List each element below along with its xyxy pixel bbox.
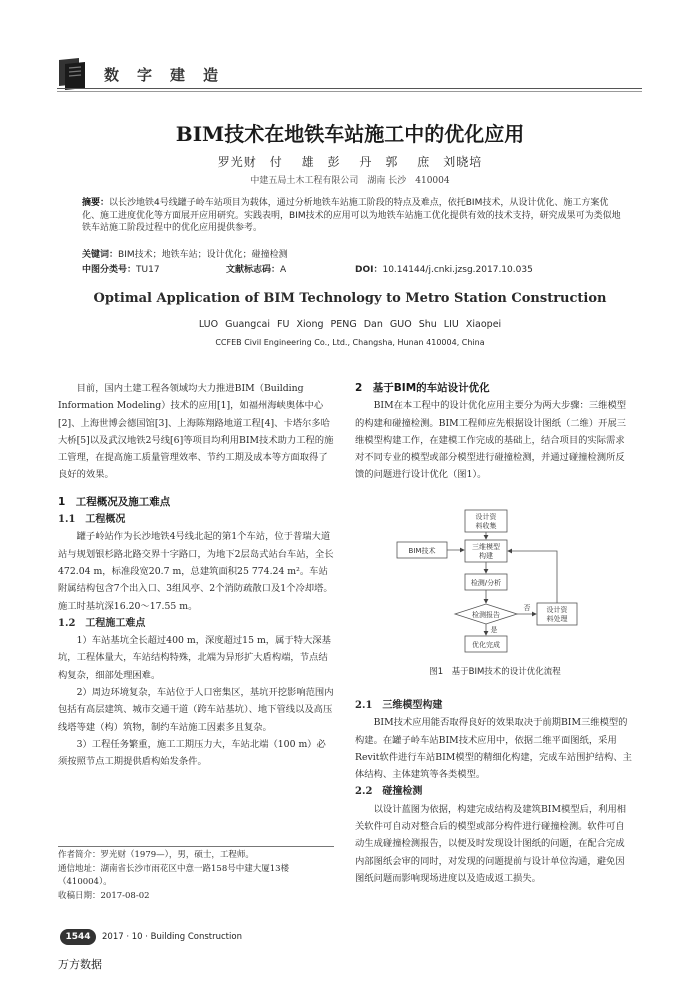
doi-value: 10.14144/j.cnki.jzsg.2017.10.035 xyxy=(382,265,533,275)
right-column-bottom xyxy=(355,697,633,887)
intro-paragraph: 目前，国内土建工程各领域均大力推进BIM（Building Information Modeling）技术的应用[1]，如福州海峡奥体中心[2]、上海世博会德国馆[3]、上海陈翔路地道工程[4]、卡塔尔多哈大桥[5]以及武汉地铁2号线[6]等项目均利用BIM技术助力工程的施工管理，在提高施工质量管理效率、节约工期及成本等方面取得了良好的效果。 xyxy=(58,383,334,481)
section-1-2-heading: 1.2 工程施工难点 xyxy=(58,617,146,629)
author-list: 罗光财 付 雄 彭 丹 郭 庶 刘晓培 xyxy=(217,155,483,169)
keywords xyxy=(82,247,622,260)
section-1-1-heading: 1.1 工程概况 xyxy=(58,514,126,526)
difficulty-3: 3）工程任务繁重，施工工期压力大，车站北端（100 m）必须按照节点工期提供盾构始发条件。 xyxy=(58,738,326,768)
flow-report: 检测报告 xyxy=(472,611,500,619)
difficulty-1: 1）车站基坑全长超过400 m，深度超过15 m，属于特大深基坑，工程体量大，车站结构特殊，北端为异形扩大盾构端，节点结构复杂，细部处理困难。 xyxy=(58,635,331,681)
cls-value: TU17 xyxy=(136,265,160,275)
author-note xyxy=(58,849,334,903)
figure-1-caption: 图1 基于BIM技术的设计优化流程 xyxy=(429,667,561,677)
cls-label: 中图分类号： xyxy=(82,265,137,275)
flow-no: 否 xyxy=(523,604,531,612)
left-column xyxy=(58,380,334,771)
english-title: Optimal Application of BIM Technology to Metro Station Construction xyxy=(93,291,607,306)
author-bio: 作者简介：罗光财（1979—），男，硕士，工程师。 xyxy=(58,850,254,860)
section-2-2-heading: 2.2 碰撞检测 xyxy=(355,786,423,798)
flow-model-1: 三维模型 xyxy=(472,543,500,551)
flow-bim: BIM技术 xyxy=(408,547,436,555)
section-logo-icon xyxy=(57,56,89,90)
journal-footer: 2017 · 10 · Building Construction xyxy=(102,932,242,942)
doc-code-value: A xyxy=(280,265,287,275)
section-label: 数字建造 xyxy=(104,66,237,84)
header-rule xyxy=(57,88,642,89)
section-2-1-text: BIM技术应用能否取得良好的效果取决于前期BIM三维模型的构建。在罐子岭车站BIM技术应用中，依据二维平面图纸，采用Revit软件进行车站BIM模型的精细化构建，完成车站围护结构、主体结构、主体建筑等各类模型。 xyxy=(355,717,632,781)
section-2-text: BIM在本工程中的设计优化应用主要分为两大步骤：三维模型的构建和碰撞检测。BIM工程师应先根据设计图纸（二维）开展三维模型构建工作，在建模工作完成的基础上，结合项目的实际需求对不同专业的模型或部分模型进行碰撞检测，并通过碰撞检测所反馈的问题进行设计优化（图1）。 xyxy=(355,400,627,481)
page-number: 1544 xyxy=(60,929,96,945)
received-date: 收稿日期：2017-08-02 xyxy=(58,890,150,901)
author-address: 通信地址：湖南省长沙市雨花区中意一路158号中建大厦13楼（410004）。 xyxy=(58,863,290,887)
flow-yes: 是 xyxy=(490,626,498,634)
section-1-heading: 1 工程概况及施工难点 xyxy=(58,495,171,508)
flow-design-1: 设计资 xyxy=(546,606,568,614)
keywords-text: BIM技术；地铁车站；设计优化；碰撞检测 xyxy=(118,250,288,260)
article-title: BIM技术在地铁车站施工中的优化应用 xyxy=(175,122,525,146)
classification-row xyxy=(82,262,622,275)
design-optimization-flowchart xyxy=(395,508,620,658)
abstract-text: 以长沙地铁4号线罐子岭车站项目为载体，通过分析地铁车站施工阶段的特点及难点，依托BIM技术，从设计优化、施工方案优化、施工进度优化等方面展开应用研究。实践表明，BIM技术的应用可以为地铁车站施工优化提供有效的技术支持，研究成果可为类似地铁车站施工阶段过程中的优化应用提供参考。 xyxy=(82,198,621,234)
doi-label: DOI： xyxy=(355,265,383,275)
difficulty-2: 2）周边环境复杂，车站位于人口密集区，基坑开挖影响范围内包括有高层建筑、城市交通干道（跨车站基坑）、地下管线以及高压线塔等建（构）筑物，制约车站施工因素多且复杂。 xyxy=(58,687,334,733)
flow-model-2: 构建 xyxy=(479,552,493,560)
flow-detect: 检测/分析 xyxy=(470,579,502,587)
flow-collect-2: 料收集 xyxy=(475,522,497,530)
english-authors: LUO Guangcai FU Xiong PENG Dan GUO Shu LIU Xiaopei xyxy=(198,319,502,330)
keywords-label: 关键词： xyxy=(82,250,119,260)
section-2-2-text: 以设计蓝图为依据，构建完成结构及建筑BIM模型后，利用相关软件可自动对整合后的模型或部分构件进行碰撞检测。软件可自动生成碰撞检测报告，以便及时发现设计图纸的问题，在配合完成内部图纸会审的同时，对发现的问题提前与设计单位沟通，避免因图纸问题而影响现场进度以及造成返工损失。 xyxy=(355,803,627,884)
affiliation: 中建五局土木工程有限公司 湖南 长沙 410004 xyxy=(250,176,450,186)
source-watermark: 万方数据 xyxy=(58,958,102,971)
footnote-rule xyxy=(58,846,334,847)
doc-code-label: 文献标志码： xyxy=(226,265,281,275)
english-affiliation: CCFEB Civil Engineering Co., Ltd., Changsha, Hunan 410004, China xyxy=(215,338,485,347)
abstract-label: 摘要： xyxy=(82,198,110,208)
header-rule-thin xyxy=(57,91,642,92)
flow-done: 优化完成 xyxy=(472,641,500,649)
section-2-1-heading: 2.1 三维模型构建 xyxy=(355,700,443,711)
section-1-1-text: 罐子岭站作为长沙地铁4号线北起的第1个车站，位于普瑞大道站与规划银杉路北路交界十字路口，为地下2层岛式站台车站，全长472.04 m，标准段宽20.7 m，总建筑面积25 774.24 m²。车站附属结构包含7个出入口、3组风亭、2个消防疏散口及1个冷却塔。施工时基坑深16.20～17.55 m。 xyxy=(58,531,334,612)
section-2-heading: 2 基于BIM的车站设计优化 xyxy=(355,382,490,394)
abstract xyxy=(82,197,622,235)
right-column-top xyxy=(355,380,633,484)
flow-collect-1: 设计资 xyxy=(475,513,497,521)
flow-design-2: 料处理 xyxy=(546,615,568,623)
